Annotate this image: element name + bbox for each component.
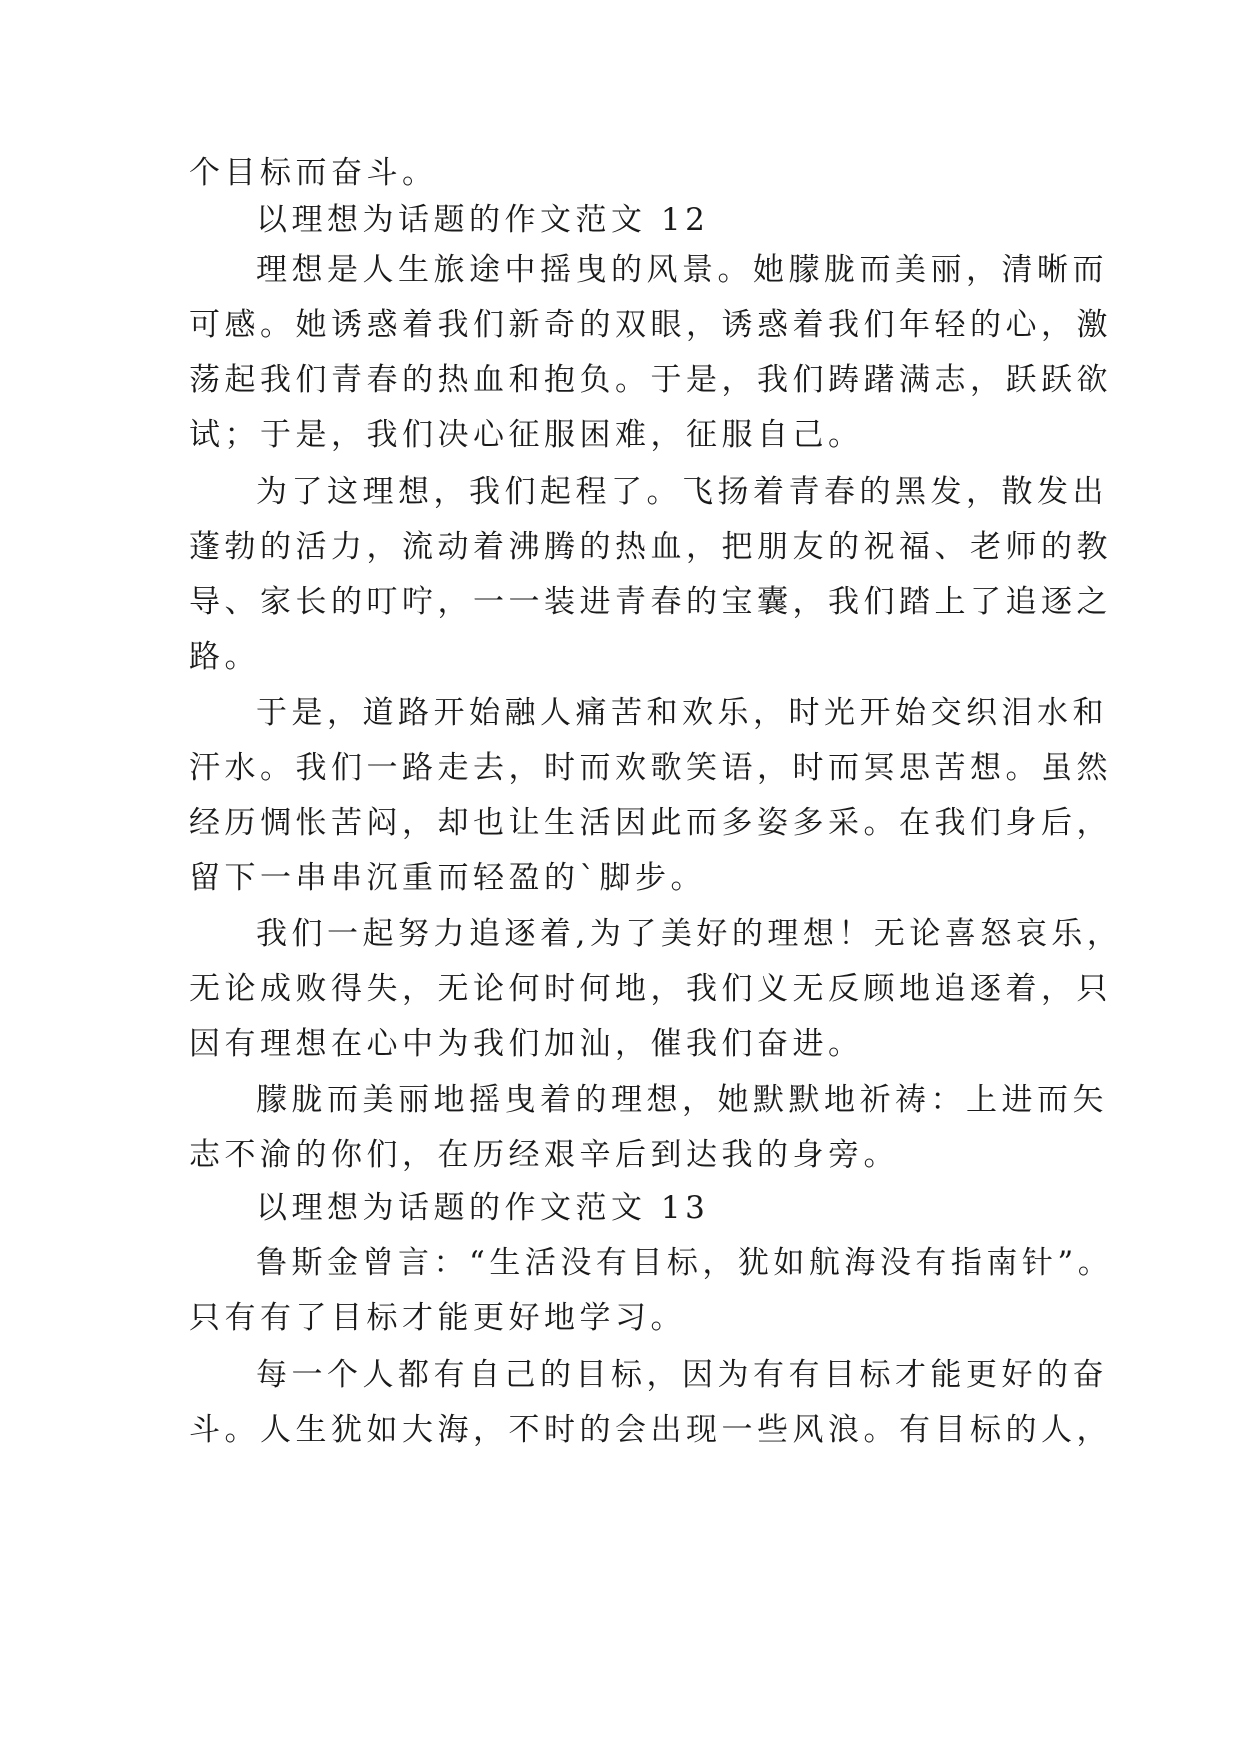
text-line: 志不渝的你们，在历经艰辛后到达我的身旁。: [189, 1137, 899, 1173]
text-line: 个目标而奋斗。: [189, 155, 438, 191]
text-line: 汗水。我们一路走去，时而欢歌笑语，时而冥思苦想。虽然: [189, 750, 1112, 786]
text-line: 我们一起努力追逐着,为了美好的理想！无论喜怒哀乐，: [256, 916, 1123, 952]
text-line: 导、家长的叮咛，一一装进青春的宝囊，我们踏上了追逐之: [189, 584, 1112, 620]
text-line: 留下一串串沉重而轻盈的`脚步。: [189, 860, 706, 896]
text-line: 经历惆怅苦闷，却也让生活因此而多姿多采。在我们身后，: [189, 805, 1112, 841]
text-line: 荡起我们青春的热血和抱负。于是，我们踌躇满志，跃跃欲: [189, 362, 1112, 398]
text-line: 只有有了目标才能更好地学习。: [189, 1300, 686, 1336]
text-line: 朦胧而美丽地摇曳着的理想，她默默地祈祷：上进而矢: [256, 1082, 1108, 1118]
text-line: 为了这理想，我们起程了。飞扬着青春的黑发，散发出: [256, 474, 1108, 510]
text-line: 因有理想在心中为我们加汕，催我们奋进。: [189, 1026, 864, 1062]
text-line: 路。: [189, 639, 260, 675]
text-line: 蓬勃的活力，流动着沸腾的热血，把朋友的祝福、老师的教: [189, 529, 1112, 565]
essay-heading: 以理想为话题的作文范文 12: [256, 202, 710, 238]
text-line: 斗。人生犹如大海，不时的会出现一些风浪。有目标的人，: [189, 1412, 1112, 1448]
text-line: 鲁斯金曾言：“生活没有目标，犹如航海没有指南针”。: [256, 1245, 1114, 1281]
text-line: 可感。她诱惑着我们新奇的双眼，诱惑着我们年轻的心，激: [189, 307, 1112, 343]
text-line: 试；于是，我们决心征服困难，征服自己。: [189, 417, 864, 453]
essay-heading: 以理想为话题的作文范文 13: [256, 1190, 710, 1226]
text-line: 每一个人都有自己的目标，因为有有目标才能更好的奋: [256, 1357, 1108, 1393]
text-line: 无论成败得失，无论何时何地，我们义无反顾地追逐着，只: [189, 971, 1112, 1007]
text-line: 于是，道路开始融人痛苦和欢乐，时光开始交织泪水和: [256, 695, 1108, 731]
text-line: 理想是人生旅途中摇曳的风景。她朦胧而美丽，清晰而: [256, 252, 1108, 288]
